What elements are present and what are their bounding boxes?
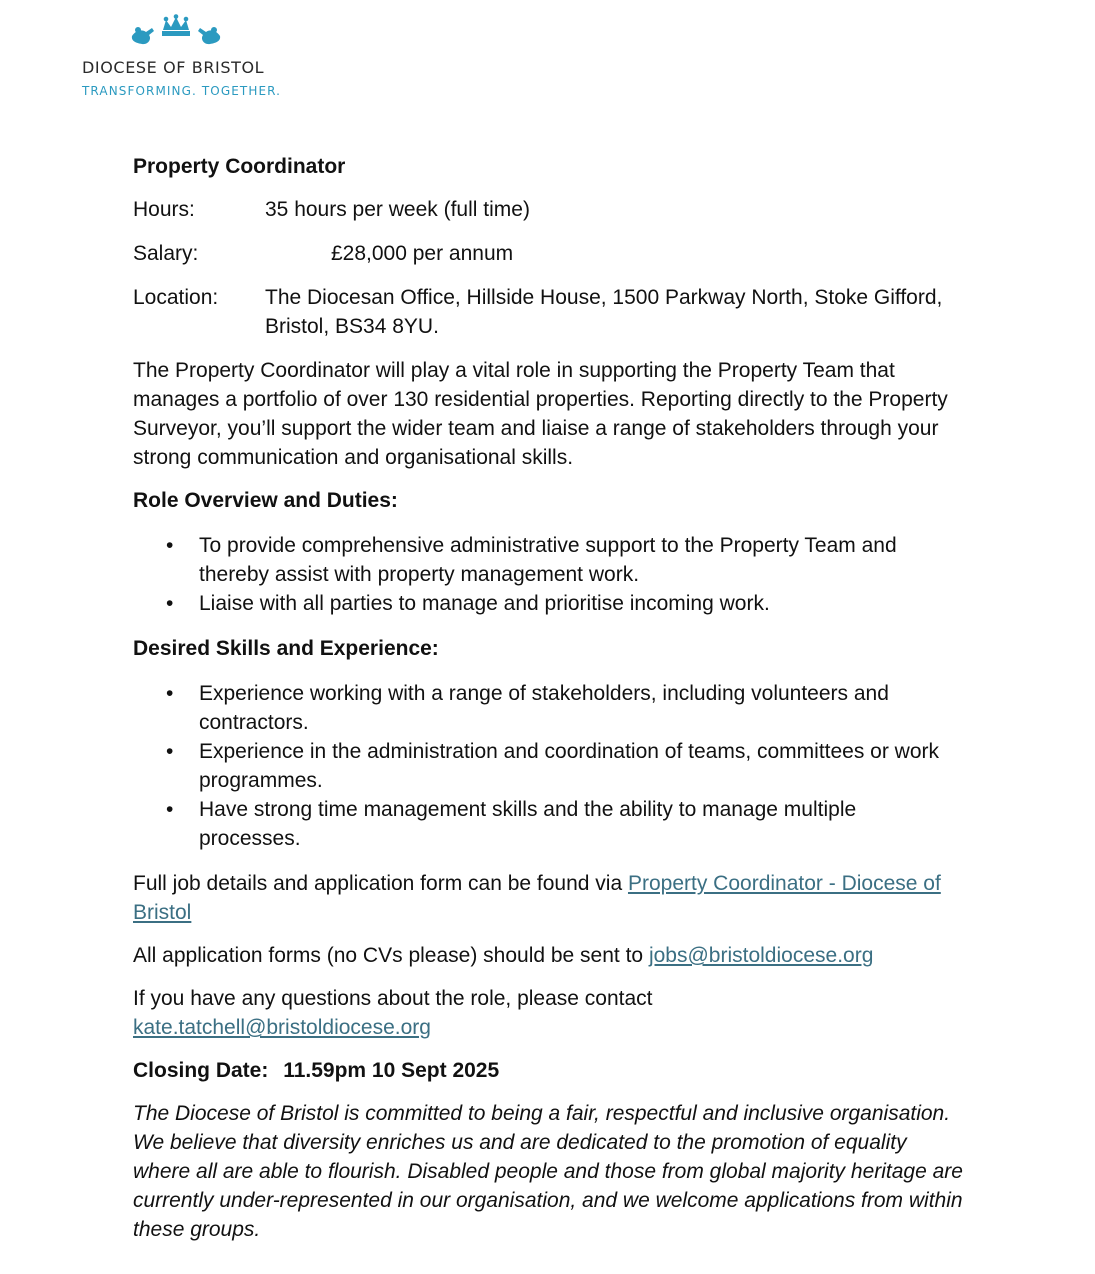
logo-tagline: TRANSFORMING. TOGETHER. [82,84,282,98]
job-details-link[interactable]: Property Coordinator - Diocese of Bristol [133,872,941,924]
intro-paragraph: The Property Coordinator will play a vital role in supporting the Property Team that manages a portfolio of over 130 residential properties. Reporting directly to the Property Surveyor, you’ll support the wider team and liaise a range of stakeholders through your strong communication and organisational skills. [133,359,948,469]
closing-date-value: 11.59pm 10 Sept 2025 [283,1059,500,1082]
application-forms-paragraph [133,941,963,970]
questions-paragraph [133,984,963,1042]
job-title: Property Coordinator [133,155,346,178]
hours-row [133,195,963,224]
list-item: • Liaise with all parties to manage and prioritise incoming work. [199,589,963,618]
crown-and-keys-icon [130,14,222,50]
skills-heading: Desired Skills and Experience: [133,637,439,660]
closing-date-label: Closing Date: [133,1059,269,1082]
salary-row [133,239,963,268]
job-advert [133,152,963,1244]
application-forms-text: All application forms (no CVs please) should be sent to [133,944,644,967]
contact-email-link[interactable]: kate.tatchell@bristoldiocese.org [133,1016,431,1039]
job-details-text: Full job details and application form can be found via [133,872,623,895]
logo-name: DIOCESE OF BRISTOL [82,58,265,77]
salary-label: Salary: [133,242,199,265]
closing-date [133,1056,963,1085]
location-value: The Diocesan Office, Hillside House, 1500 Parkway North, Stoke Gifford, Bristol, BS34 8YU. [265,286,943,338]
job-details-paragraph [133,869,963,927]
list-item: • Experience in the administration and coordination of teams, committees or work programmes. [199,737,963,795]
salary-value: £28,000 per annum [331,242,514,265]
list-item: • To provide comprehensive administrative support to the Property Team and thereby assist with property management work. [199,531,963,589]
equality-statement: The Diocese of Bristol is committed to being a fair, respectful and inclusive organisation. We believe that diversity enriches us and are dedicated to the promotion of equality where all are able to flourish. Disabled people and those from global majority heritage are currently under-represented in our organisation, and we welcome applications from within these groups. [133,1102,963,1241]
location-label: Location: [133,286,219,309]
skills-list [133,679,963,853]
location-row [133,283,963,341]
list-item: • Experience working with a range of stakeholders, including volunteers and contractors. [199,679,963,737]
duties-heading: Role Overview and Duties: [133,489,398,512]
list-item: • Have strong time management skills and the ability to manage multiple processes. [199,795,963,853]
hours-label: Hours: [133,198,195,221]
hours-value: 35 hours per week (full time) [265,198,530,221]
questions-text: If you have any questions about the role, please contact [133,987,653,1010]
jobs-email-link[interactable]: jobs@bristoldiocese.org [648,944,874,967]
duties-list [133,531,963,618]
